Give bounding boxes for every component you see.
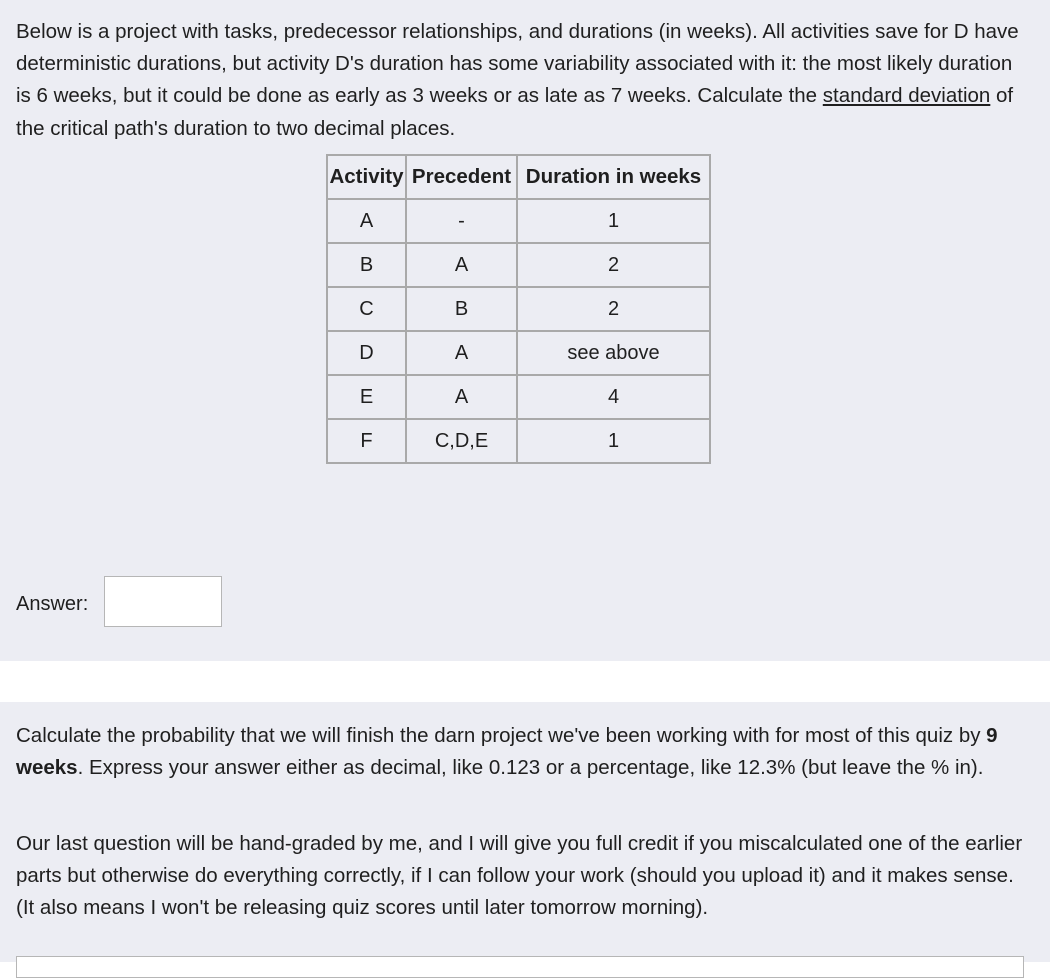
cell-activity: E — [327, 375, 406, 419]
question-1-intro: Below is a project with tasks, predecessor relationships, and durations (in weeks). All activities save for D have deterministic durations, but activity D's duration has some variability associated with it: the most likely duration is 6 weeks, but it could be done as early as 3 weeks or as late as 7 weeks. Calculate the — [16, 20, 1019, 108]
cell-duration: 2 — [517, 287, 710, 331]
question-2-note: Our last question will be hand-graded by me, and I will give you full credit if you miscalculated one of the earlier parts but otherwise do everything correctly, if I can follow your work (should you upload it) and it makes sense. (It also means I won't be releasing quiz scores until later tomorrow morning). — [16, 832, 1023, 920]
cell-precedent: B — [406, 287, 517, 331]
table-row — [327, 331, 710, 375]
cell-activity: D — [327, 331, 406, 375]
cell-duration: see above — [517, 331, 710, 375]
question-2-text-start: Calculate the probability that we will finish the darn project we've been working with for most of this quiz by — [16, 724, 987, 747]
table-row — [327, 199, 710, 243]
deadline-emphasis: 9 weeks — [16, 724, 998, 780]
table-row — [327, 419, 710, 463]
standard-deviation-term: standard deviation — [822, 84, 991, 108]
cell-precedent: A — [406, 331, 517, 375]
table-header-row — [327, 155, 710, 199]
cell-duration: 1 — [517, 419, 710, 463]
table-row — [327, 287, 710, 331]
question-2-answer-box[interactable] — [16, 956, 1024, 978]
cell-duration: 2 — [517, 243, 710, 287]
question-2-text — [16, 720, 1028, 784]
cell-precedent: A — [406, 375, 517, 419]
cell-activity: B — [327, 243, 406, 287]
cell-activity: C — [327, 287, 406, 331]
header-precedent: Precedent — [406, 155, 517, 199]
cell-duration: 1 — [517, 199, 710, 243]
table-row — [327, 243, 710, 287]
question-2-panel — [0, 702, 1050, 962]
question-2-text-end: . Express your answer either as decimal, like 0.123 or a percentage, like 12.3% (but leave the % in). — [77, 756, 984, 780]
table-row — [327, 375, 710, 419]
cell-precedent: C,D,E — [406, 419, 517, 463]
cell-activity: F — [327, 419, 406, 463]
header-duration: Duration in weeks — [517, 155, 710, 199]
question-1-text — [16, 16, 1026, 145]
answer-input[interactable] — [104, 576, 222, 627]
cell-activity: A — [327, 199, 406, 243]
answer-label: Answer: — [16, 593, 89, 615]
header-activity: Activity — [327, 155, 406, 199]
cell-precedent: - — [406, 199, 517, 243]
project-table — [326, 154, 711, 464]
cell-duration: 4 — [517, 375, 710, 419]
cell-precedent: A — [406, 243, 517, 287]
question-1-outro: of the critical path's duration to two decimal places. — [16, 84, 1014, 140]
